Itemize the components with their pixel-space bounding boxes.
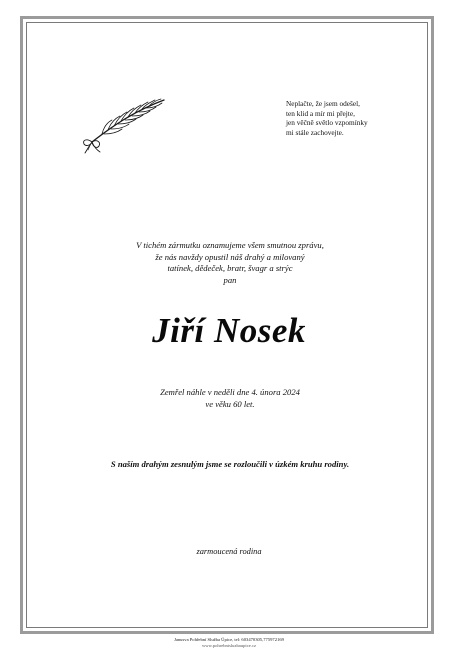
quote-line: Neplačte, že jsem odešel, — [286, 99, 360, 108]
announcement-text — [80, 240, 380, 286]
death-notice-line: Zemřel náhle v neděli dne 4. února 2024 — [160, 387, 300, 397]
announcement-line: že nás navždy opustil náš drahý a milovaný — [155, 251, 305, 262]
announcement-line: pan — [223, 274, 237, 285]
funeral-service-footer: Janusva Pohřební Služba Úpice, tel: 603470305,775972169 — [174, 637, 284, 642]
quote-line: mi stále zachovejte. — [286, 127, 344, 137]
death-notice — [80, 387, 380, 410]
deceased-name: Jiří Nosek — [152, 311, 306, 350]
palm-branch-icon — [76, 92, 168, 154]
farewell-statement: S naším drahým zesnulým jsme se rozloučili v úzkém kruhu rodiny. — [110, 459, 350, 469]
memorial-quote — [286, 99, 416, 137]
announcement-line: V tichém zármutku oznamujeme všem smutnou zprávu, — [136, 240, 324, 250]
family-signature: zarmoucená rodina — [196, 547, 262, 556]
announcement-line: tatínek, dědeček, bratr, švagr a strýc — [167, 263, 293, 274]
quote-line: ten klid a mír mi přejte, — [286, 108, 355, 118]
quote-line: jen věčně světlo vzpomínky — [286, 118, 368, 128]
funeral-service-website: www.pohrebnisluzbaupice.cz — [201, 643, 257, 648]
death-notice-line: ve věku 60 let. — [205, 398, 255, 409]
